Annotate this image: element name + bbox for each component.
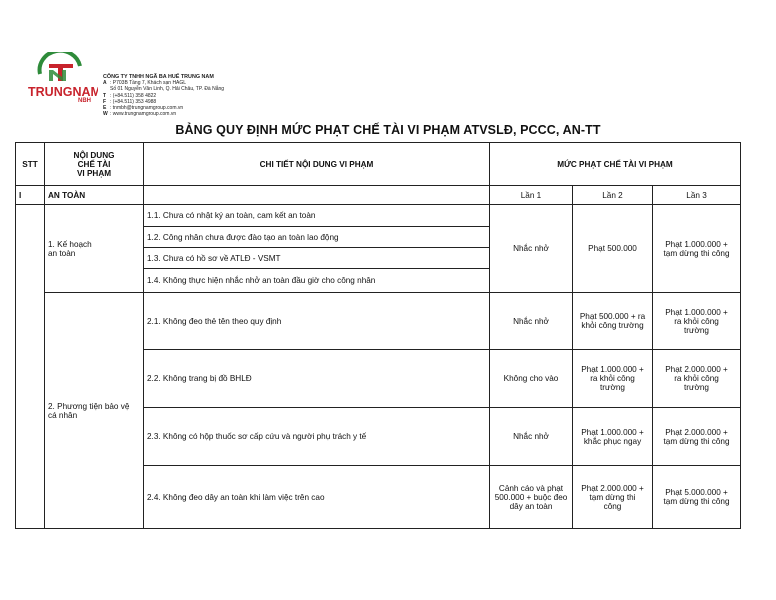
section-empty: [144, 186, 490, 205]
item-2-1-penalty-2: Phạt 500.000 + ra khỏi công trường: [573, 293, 653, 350]
item-2-3-penalty-1: Nhắc nhở: [490, 408, 573, 466]
group-2-name: 2. Phương tiện bảo vệ cá nhân: [45, 293, 144, 529]
time-1: Lần 1: [490, 186, 573, 205]
group-1-penalty-3: Phạt 1.000.000 + tạm dừng thi công: [653, 205, 741, 293]
item-2-1: 2.1. Không đeo thẻ tên theo quy định: [144, 293, 490, 350]
company-phone: T : (+84.511) 358 4822: [103, 92, 157, 99]
item-1-1: 1.1. Chưa có nhật ký an toàn, cam kết an toàn: [144, 205, 490, 227]
item-2-4: 2.4. Không đeo dây an toàn khi làm việc trên cao: [144, 466, 490, 529]
item-2-2-penalty-3: Phạt 2.000.000 + ra khỏi công trường: [653, 350, 741, 408]
company-website: W : www.trungnamgroup.com.vn: [103, 111, 177, 118]
section-row: [16, 186, 741, 205]
company-name: CÔNG TY TNHH NGÃ BA HUẾ TRUNG NAM: [103, 74, 214, 80]
table-row: [16, 205, 741, 227]
company-logo: [28, 52, 98, 102]
group-1-name: 1. Kế hoạch an toàn: [45, 205, 144, 293]
item-2-3: 2.3. Không có hộp thuốc sơ cấp cứu và người phụ trách y tế: [144, 408, 490, 466]
section-stt-span: [16, 205, 45, 529]
penalty-table: [15, 142, 741, 529]
header-stt: STT: [16, 143, 45, 186]
header-detail: CHI TIẾT NỘI DUNG VI PHẠM: [144, 143, 490, 186]
item-2-3-penalty-3: Phạt 2.000.000 + tạm dừng thi công: [653, 408, 741, 466]
item-2-2: 2.2. Không trang bị đồ BHLĐ: [144, 350, 490, 408]
item-2-3-penalty-2: Phạt 1.000.000 + khắc phục ngay: [573, 408, 653, 466]
item-2-1-penalty-3: Phạt 1.000.000 + ra khỏi công trường: [653, 293, 741, 350]
item-2-4-penalty-2: Phạt 2.000.000 + tạm dừng thi công: [573, 466, 653, 529]
table-row: [16, 293, 741, 350]
company-email: E : tnmbh@trungnamgroup.com.vn: [103, 105, 184, 112]
item-2-4-penalty-1: Cảnh cáo và phạt 500.000 + buộc đeo dây an toàn: [490, 466, 573, 529]
table-header-row: [16, 143, 741, 186]
item-2-2-penalty-1: Không cho vào: [490, 350, 573, 408]
time-3: Lần 3: [653, 186, 741, 205]
svg-text:TRUNGNAM: TRUNGNAM: [28, 85, 98, 99]
group-1-penalty-2: Phạt 500.000: [573, 205, 653, 293]
section-name: AN TOÀN: [45, 186, 144, 205]
svg-text:NBH: NBH: [78, 98, 91, 102]
item-1-2: 1.2. Công nhân chưa được đào tạo an toàn lao động: [144, 227, 490, 248]
header-content: NỘI DUNG CHẾ TÀI VI PHẠM: [45, 143, 144, 186]
group-1-penalty-1: Nhắc nhở: [490, 205, 573, 293]
item-2-2-penalty-2: Phạt 1.000.000 + ra khỏi công trường: [573, 350, 653, 408]
section-stt: I: [16, 186, 45, 205]
company-fax: F : (+84.511) 353 4988: [103, 98, 157, 105]
item-2-1-penalty-1: Nhắc nhở: [490, 293, 573, 350]
time-2: Lần 2: [573, 186, 653, 205]
item-2-4-penalty-3: Phạt 5.000.000 + tạm dừng thi công: [653, 466, 741, 529]
company-info: [103, 74, 224, 117]
header-penalty: MỨC PHẠT CHẾ TÀI VI PHẠM: [490, 143, 741, 186]
item-1-4: 1.4. Không thực hiện nhắc nhở an toàn đầu giờ cho công nhân: [144, 269, 490, 293]
item-1-3: 1.3. Chưa có hồ sơ về ATLĐ - VSMT: [144, 248, 490, 269]
company-address-2: Số 01 Nguyễn Văn Linh, Q. Hải Châu, TP. Đà Nẵng: [110, 86, 225, 93]
document-title: BẢNG QUY ĐỊNH MỨC PHẠT CHẾ TÀI VI PHẠM ATVSLĐ, PCCC, AN-TT: [175, 123, 601, 137]
company-address: A : P703B Tầng 7, Khách sạn HAGL: [103, 80, 187, 87]
